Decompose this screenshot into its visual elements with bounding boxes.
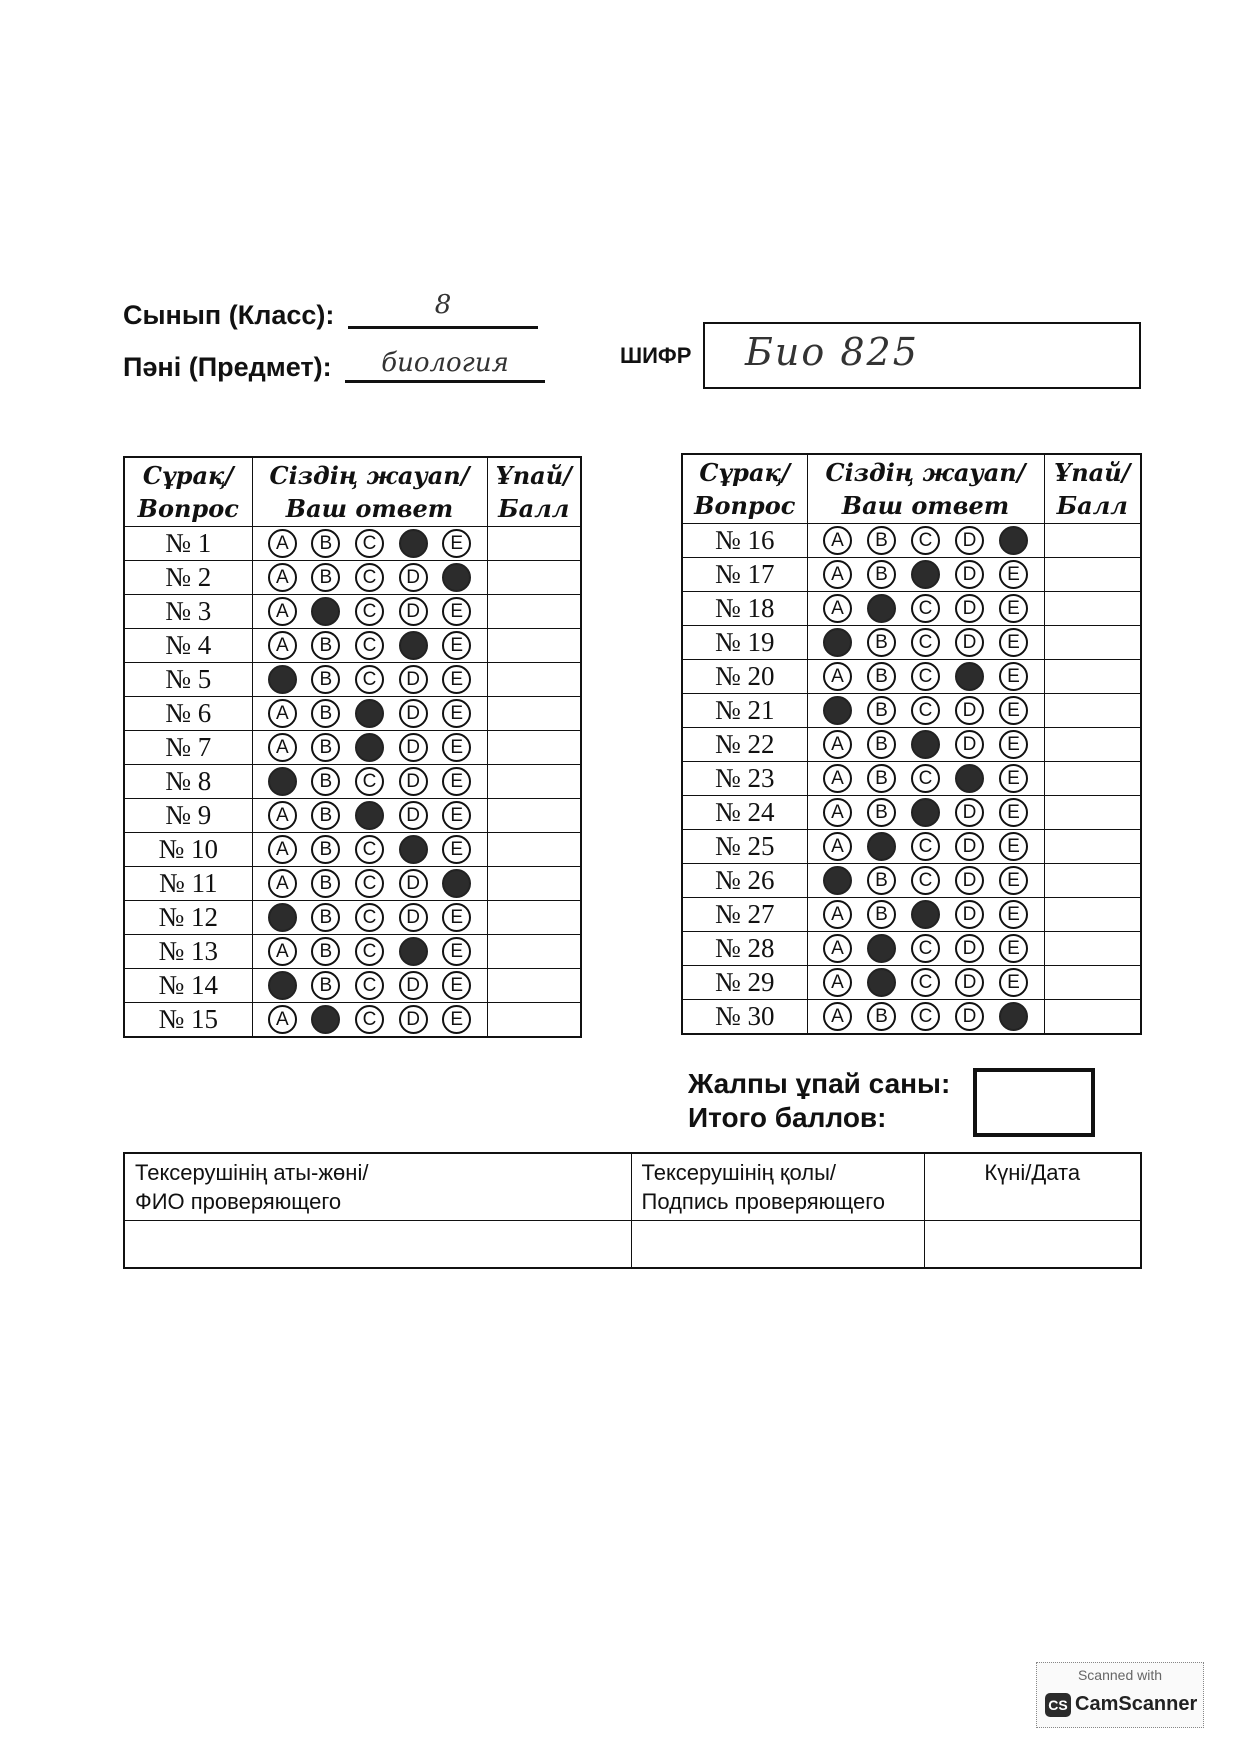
option-bubble-d[interactable]: D: [955, 934, 984, 963]
subject-value[interactable]: биология: [381, 348, 509, 378]
option-bubble-b[interactable]: B: [867, 526, 896, 555]
option-bubble-e[interactable]: E: [442, 971, 471, 1000]
option-bubble-d[interactable]: D: [399, 869, 428, 898]
option-bubble-b[interactable]: [867, 934, 896, 963]
question-number: № 28: [682, 932, 807, 966]
inspector-name-header: Тексерушінің аты-жөні/ ФИО проверяющего: [124, 1153, 631, 1221]
score-cell[interactable]: [487, 765, 581, 799]
question-number: № 12: [124, 901, 252, 935]
option-bubble-b[interactable]: B: [311, 563, 340, 592]
answer-options: [252, 901, 487, 935]
option-bubble-b[interactable]: B: [311, 835, 340, 864]
answer-row: [124, 663, 581, 697]
option-bubble-a[interactable]: A: [823, 934, 852, 963]
answer-options: [807, 694, 1044, 728]
option-bubble-c[interactable]: C: [911, 832, 940, 861]
camscanner-watermark: [1036, 1662, 1204, 1728]
option-bubble-c[interactable]: C: [355, 529, 384, 558]
option-bubble-a[interactable]: A: [268, 699, 297, 728]
option-bubble-a[interactable]: A: [823, 1002, 852, 1031]
option-bubble-e[interactable]: E: [442, 597, 471, 626]
option-bubble-d[interactable]: D: [955, 730, 984, 759]
option-bubble-e[interactable]: E: [999, 900, 1028, 929]
score-cell[interactable]: [487, 697, 581, 731]
option-bubble-c[interactable]: C: [911, 764, 940, 793]
answer-options: [807, 626, 1044, 660]
option-bubble-b[interactable]: B: [311, 971, 340, 1000]
answer-options: [252, 935, 487, 969]
answer-row: [124, 935, 581, 969]
answer-options: [252, 969, 487, 1003]
option-bubble-e[interactable]: E: [442, 733, 471, 762]
answer-row: [682, 524, 1141, 558]
answer-row: [124, 969, 581, 1003]
option-bubble-a[interactable]: A: [823, 662, 852, 691]
question-number: № 6: [124, 697, 252, 731]
option-bubble-d[interactable]: [399, 937, 428, 966]
score-cell[interactable]: [1044, 524, 1141, 558]
score-cell[interactable]: [487, 901, 581, 935]
answer-options: [807, 762, 1044, 796]
answer-options: [807, 728, 1044, 762]
answer-row: [124, 731, 581, 765]
option-bubble-e[interactable]: E: [442, 937, 471, 966]
question-number: № 20: [682, 660, 807, 694]
question-number: № 14: [124, 969, 252, 1003]
inspector-name-field[interactable]: [124, 1221, 631, 1269]
option-bubble-d[interactable]: D: [399, 903, 428, 932]
option-bubble-e[interactable]: E: [999, 934, 1028, 963]
option-bubble-c[interactable]: C: [355, 903, 384, 932]
option-bubble-e[interactable]: E: [442, 665, 471, 694]
score-cell[interactable]: [487, 629, 581, 663]
inspector-date-header: Күні/Дата: [924, 1153, 1141, 1221]
answer-options: [252, 799, 487, 833]
option-bubble-c[interactable]: [355, 699, 384, 728]
option-bubble-b[interactable]: B: [311, 699, 340, 728]
answer-row: [682, 966, 1141, 1000]
score-cell[interactable]: [487, 731, 581, 765]
score-cell[interactable]: [1044, 660, 1141, 694]
answer-table-right: [681, 453, 1142, 1035]
option-bubble-d[interactable]: D: [955, 968, 984, 997]
option-bubble-c[interactable]: C: [911, 1002, 940, 1031]
answer-options: [252, 527, 487, 561]
watermark-name: CamScanner: [1075, 1693, 1198, 1715]
option-bubble-b[interactable]: B: [867, 628, 896, 657]
answer-options: [807, 966, 1044, 1000]
header-answer: Сіздің жауап/ Ваш ответ: [807, 454, 1044, 524]
option-bubble-c[interactable]: [355, 733, 384, 762]
answer-table-left: [123, 456, 582, 1038]
question-number: № 27: [682, 898, 807, 932]
option-bubble-c[interactable]: C: [355, 597, 384, 626]
option-bubble-a[interactable]: A: [823, 832, 852, 861]
option-bubble-d[interactable]: [399, 529, 428, 558]
score-cell[interactable]: [487, 561, 581, 595]
answer-row: [682, 728, 1141, 762]
score-cell[interactable]: [487, 969, 581, 1003]
question-number: № 18: [682, 592, 807, 626]
option-bubble-b[interactable]: B: [311, 869, 340, 898]
option-bubble-b[interactable]: [867, 832, 896, 861]
header-question: Сұрақ/ Вопрос: [124, 457, 252, 527]
option-bubble-b[interactable]: [311, 597, 340, 626]
option-bubble-b[interactable]: B: [311, 937, 340, 966]
score-cell[interactable]: [1044, 864, 1141, 898]
score-cell[interactable]: [1044, 694, 1141, 728]
header-score: Ұпай/ Балл: [487, 457, 581, 527]
option-bubble-c[interactable]: C: [355, 665, 384, 694]
answer-row: [124, 697, 581, 731]
option-bubble-d[interactable]: D: [955, 560, 984, 589]
question-number: № 25: [682, 830, 807, 864]
option-bubble-b[interactable]: B: [311, 665, 340, 694]
option-bubble-a[interactable]: A: [268, 835, 297, 864]
option-bubble-c[interactable]: C: [355, 937, 384, 966]
option-bubble-e[interactable]: E: [442, 903, 471, 932]
answer-options: [807, 592, 1044, 626]
question-number: № 19: [682, 626, 807, 660]
option-bubble-d[interactable]: D: [955, 628, 984, 657]
option-bubble-e[interactable]: E: [442, 801, 471, 830]
option-bubble-a[interactable]: [268, 767, 297, 796]
header-score: Ұпай/ Балл: [1044, 454, 1141, 524]
score-cell[interactable]: [1044, 626, 1141, 660]
option-bubble-b[interactable]: B: [311, 631, 340, 660]
option-bubble-a[interactable]: A: [268, 529, 297, 558]
option-bubble-d[interactable]: D: [955, 798, 984, 827]
score-cell[interactable]: [1044, 558, 1141, 592]
answer-row: [124, 527, 581, 561]
option-bubble-c[interactable]: [911, 798, 940, 827]
answer-row: [682, 864, 1141, 898]
option-bubble-e[interactable]: E: [999, 628, 1028, 657]
answer-row: [682, 796, 1141, 830]
class-label: Сынып (Класс):: [123, 300, 335, 330]
option-bubble-b[interactable]: [867, 968, 896, 997]
option-bubble-a[interactable]: A: [268, 1005, 297, 1034]
option-bubble-d[interactable]: D: [399, 767, 428, 796]
header-answer: Сіздің жауап/ Ваш ответ: [252, 457, 487, 527]
option-bubble-a[interactable]: A: [823, 526, 852, 555]
answer-options: [252, 833, 487, 867]
subject-label: Пәні (Предмет):: [123, 352, 332, 382]
question-number: № 29: [682, 966, 807, 1000]
option-bubble-d[interactable]: D: [399, 699, 428, 728]
question-number: № 7: [124, 731, 252, 765]
option-bubble-e[interactable]: [999, 1002, 1028, 1031]
score-cell[interactable]: [487, 935, 581, 969]
option-bubble-e[interactable]: E: [442, 1005, 471, 1034]
option-bubble-a[interactable]: [823, 696, 852, 725]
option-bubble-b[interactable]: [311, 1005, 340, 1034]
answer-row: [682, 898, 1141, 932]
class-value[interactable]: 8: [434, 290, 452, 320]
option-bubble-b[interactable]: B: [867, 730, 896, 759]
answer-options: [807, 524, 1044, 558]
option-bubble-a[interactable]: A: [823, 764, 852, 793]
score-cell[interactable]: [1044, 728, 1141, 762]
option-bubble-e[interactable]: E: [442, 835, 471, 864]
question-number: № 21: [682, 694, 807, 728]
option-bubble-a[interactable]: A: [268, 937, 297, 966]
option-bubble-e[interactable]: E: [999, 662, 1028, 691]
answer-options: [807, 796, 1044, 830]
option-bubble-c[interactable]: C: [911, 866, 940, 895]
score-cell[interactable]: [487, 833, 581, 867]
option-bubble-c[interactable]: C: [911, 628, 940, 657]
answer-row: [682, 762, 1141, 796]
total-label-ru: Итого баллов:: [688, 1102, 887, 1133]
option-bubble-e[interactable]: E: [999, 594, 1028, 623]
option-bubble-b[interactable]: B: [867, 1002, 896, 1031]
total-score-field[interactable]: [973, 1068, 1095, 1137]
cipher-label: ШИФР: [620, 343, 692, 368]
total-label-kz: Жалпы ұпай саны:: [688, 1068, 951, 1099]
camscanner-logo-icon: CS: [1045, 1693, 1071, 1717]
option-bubble-d[interactable]: D: [955, 526, 984, 555]
answer-row: [682, 830, 1141, 864]
answer-options: [252, 663, 487, 697]
answer-row: [682, 558, 1141, 592]
option-bubble-b[interactable]: B: [311, 801, 340, 830]
answer-row: [124, 833, 581, 867]
option-bubble-e[interactable]: E: [999, 798, 1028, 827]
option-bubble-a[interactable]: A: [823, 594, 852, 623]
option-bubble-d[interactable]: D: [399, 665, 428, 694]
option-bubble-a[interactable]: A: [268, 563, 297, 592]
option-bubble-c[interactable]: [911, 560, 940, 589]
option-bubble-a[interactable]: A: [268, 733, 297, 762]
option-bubble-a[interactable]: [823, 628, 852, 657]
question-number: № 8: [124, 765, 252, 799]
score-cell[interactable]: [1044, 796, 1141, 830]
option-bubble-b[interactable]: B: [311, 529, 340, 558]
cipher-field[interactable]: [703, 322, 1141, 389]
option-bubble-e[interactable]: E: [999, 866, 1028, 895]
question-number: № 16: [682, 524, 807, 558]
cipher-value: Био 825: [745, 330, 919, 374]
answer-row: [124, 629, 581, 663]
answer-options: [252, 1003, 487, 1038]
option-bubble-b[interactable]: B: [311, 733, 340, 762]
inspector-date-field[interactable]: [924, 1221, 1141, 1269]
option-bubble-b[interactable]: B: [867, 866, 896, 895]
answer-options: [807, 1000, 1044, 1035]
option-bubble-c[interactable]: [355, 801, 384, 830]
answer-options: [252, 595, 487, 629]
option-bubble-d[interactable]: D: [399, 1005, 428, 1034]
option-bubble-c[interactable]: [911, 900, 940, 929]
answer-options: [807, 898, 1044, 932]
score-cell[interactable]: [1044, 966, 1141, 1000]
score-cell[interactable]: [1044, 1000, 1141, 1035]
option-bubble-a[interactable]: A: [823, 900, 852, 929]
question-number: № 2: [124, 561, 252, 595]
answer-row: [682, 694, 1141, 728]
answer-options: [807, 864, 1044, 898]
score-cell[interactable]: [1044, 898, 1141, 932]
option-bubble-d[interactable]: D: [399, 971, 428, 1000]
score-cell[interactable]: [1044, 830, 1141, 864]
option-bubble-e[interactable]: E: [442, 631, 471, 660]
option-bubble-c[interactable]: C: [911, 968, 940, 997]
answer-row: [124, 595, 581, 629]
option-bubble-e[interactable]: E: [999, 968, 1028, 997]
option-bubble-a[interactable]: [268, 971, 297, 1000]
inspector-table: [123, 1152, 1142, 1269]
score-cell[interactable]: [487, 799, 581, 833]
score-cell[interactable]: [487, 595, 581, 629]
answer-options: [807, 830, 1044, 864]
option-bubble-c[interactable]: C: [911, 696, 940, 725]
option-bubble-e[interactable]: E: [999, 764, 1028, 793]
option-bubble-e[interactable]: [442, 563, 471, 592]
option-bubble-a[interactable]: A: [823, 730, 852, 759]
answer-row: [124, 561, 581, 595]
option-bubble-c[interactable]: C: [355, 869, 384, 898]
option-bubble-b[interactable]: B: [867, 764, 896, 793]
answer-options: [807, 660, 1044, 694]
option-bubble-b[interactable]: B: [867, 662, 896, 691]
option-bubble-c[interactable]: C: [911, 662, 940, 691]
option-bubble-e[interactable]: E: [999, 832, 1028, 861]
answer-row: [124, 1003, 581, 1038]
option-bubble-a[interactable]: [823, 866, 852, 895]
option-bubble-c[interactable]: [911, 730, 940, 759]
score-cell[interactable]: [487, 867, 581, 901]
option-bubble-e[interactable]: E: [442, 699, 471, 728]
option-bubble-a[interactable]: A: [823, 798, 852, 827]
answer-options: [252, 731, 487, 765]
question-number: № 3: [124, 595, 252, 629]
option-bubble-e[interactable]: E: [442, 767, 471, 796]
option-bubble-c[interactable]: C: [911, 934, 940, 963]
score-cell[interactable]: [1044, 932, 1141, 966]
option-bubble-d[interactable]: D: [399, 733, 428, 762]
option-bubble-c[interactable]: C: [355, 1005, 384, 1034]
option-bubble-c[interactable]: C: [355, 971, 384, 1000]
option-bubble-b[interactable]: B: [867, 696, 896, 725]
answer-options: [252, 561, 487, 595]
option-bubble-a[interactable]: [268, 903, 297, 932]
option-bubble-c[interactable]: C: [355, 767, 384, 796]
answer-options: [252, 765, 487, 799]
option-bubble-b[interactable]: B: [867, 798, 896, 827]
inspector-signature-header: Тексерушінің қолы/ Подпись проверяющего: [631, 1153, 924, 1221]
answer-options: [252, 867, 487, 901]
answer-row: [124, 765, 581, 799]
option-bubble-d[interactable]: D: [955, 1002, 984, 1031]
option-bubble-d[interactable]: D: [955, 866, 984, 895]
score-cell[interactable]: [1044, 592, 1141, 626]
option-bubble-d[interactable]: [399, 835, 428, 864]
option-bubble-a[interactable]: A: [823, 560, 852, 589]
option-bubble-c[interactable]: C: [911, 526, 940, 555]
option-bubble-e[interactable]: E: [442, 529, 471, 558]
option-bubble-d[interactable]: [955, 662, 984, 691]
question-number: № 30: [682, 1000, 807, 1035]
option-bubble-e[interactable]: [442, 869, 471, 898]
option-bubble-e[interactable]: E: [999, 730, 1028, 759]
answer-row: [682, 592, 1141, 626]
score-cell[interactable]: [487, 663, 581, 697]
question-number: № 22: [682, 728, 807, 762]
option-bubble-d[interactable]: D: [955, 900, 984, 929]
option-bubble-c[interactable]: C: [911, 594, 940, 623]
question-number: № 24: [682, 796, 807, 830]
option-bubble-d[interactable]: D: [955, 696, 984, 725]
option-bubble-a[interactable]: [268, 665, 297, 694]
option-bubble-d[interactable]: [955, 764, 984, 793]
answer-options: [252, 629, 487, 663]
option-bubble-d[interactable]: D: [955, 594, 984, 623]
option-bubble-a[interactable]: A: [268, 801, 297, 830]
option-bubble-e[interactable]: E: [999, 696, 1028, 725]
option-bubble-c[interactable]: C: [355, 563, 384, 592]
option-bubble-d[interactable]: [399, 631, 428, 660]
question-number: № 4: [124, 629, 252, 663]
question-number: № 1: [124, 527, 252, 561]
option-bubble-c[interactable]: C: [355, 835, 384, 864]
answer-row: [124, 901, 581, 935]
question-number: № 26: [682, 864, 807, 898]
answer-options: [807, 558, 1044, 592]
option-bubble-d[interactable]: D: [399, 597, 428, 626]
answer-row: [682, 626, 1141, 660]
answer-row: [682, 660, 1141, 694]
option-bubble-e[interactable]: [999, 526, 1028, 555]
option-bubble-b[interactable]: B: [311, 903, 340, 932]
question-number: № 15: [124, 1003, 252, 1038]
option-bubble-a[interactable]: A: [268, 869, 297, 898]
option-bubble-b[interactable]: B: [867, 900, 896, 929]
option-bubble-a[interactable]: A: [268, 631, 297, 660]
option-bubble-a[interactable]: A: [823, 968, 852, 997]
score-cell[interactable]: [1044, 762, 1141, 796]
option-bubble-c[interactable]: C: [355, 631, 384, 660]
option-bubble-d[interactable]: D: [399, 563, 428, 592]
answer-row: [124, 867, 581, 901]
answer-row: [682, 1000, 1141, 1035]
question-number: № 10: [124, 833, 252, 867]
answer-options: [252, 697, 487, 731]
answer-options: [807, 932, 1044, 966]
question-number: № 9: [124, 799, 252, 833]
header-question: Сұрақ/ Вопрос: [682, 454, 807, 524]
option-bubble-b[interactable]: [867, 594, 896, 623]
option-bubble-d[interactable]: D: [399, 801, 428, 830]
score-cell[interactable]: [487, 1003, 581, 1038]
option-bubble-a[interactable]: A: [268, 597, 297, 626]
question-number: № 11: [124, 867, 252, 901]
question-number: № 13: [124, 935, 252, 969]
option-bubble-e[interactable]: E: [999, 560, 1028, 589]
question-number: № 23: [682, 762, 807, 796]
watermark-caption: Scanned with: [1077, 1667, 1163, 1683]
question-number: № 5: [124, 663, 252, 697]
score-cell[interactable]: [487, 527, 581, 561]
answer-row: [682, 932, 1141, 966]
inspector-signature-field[interactable]: [631, 1221, 924, 1269]
option-bubble-b[interactable]: B: [867, 560, 896, 589]
question-number: № 17: [682, 558, 807, 592]
option-bubble-b[interactable]: B: [311, 767, 340, 796]
answer-row: [124, 799, 581, 833]
option-bubble-d[interactable]: D: [955, 832, 984, 861]
